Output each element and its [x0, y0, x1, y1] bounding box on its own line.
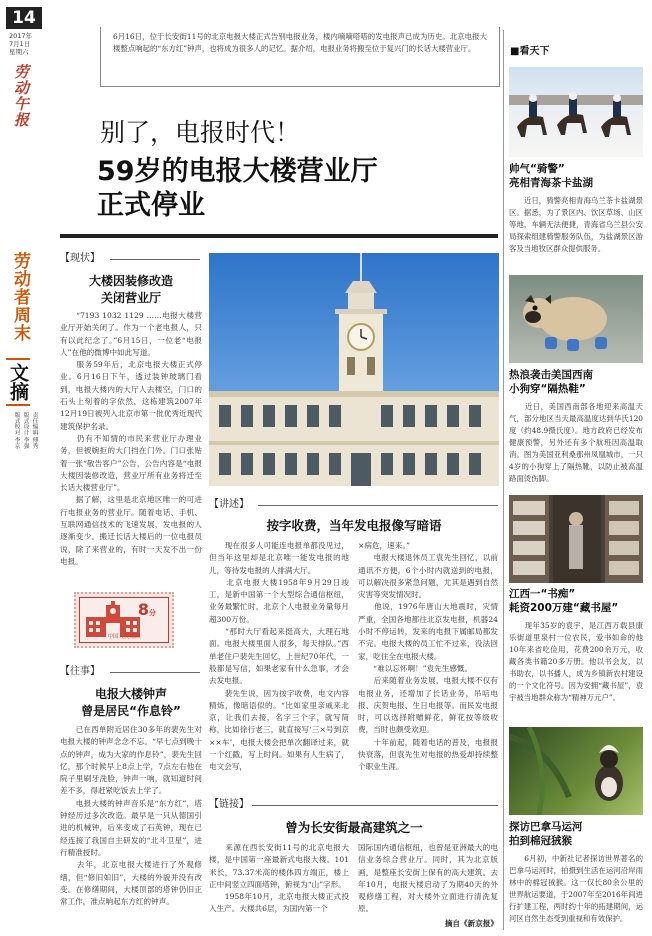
title-sub-2: 正式停业	[97, 190, 205, 221]
right-item-body-2: 近日，美国西南部各地迎来高温天气，部分地区当天最高温度达到华氏120度（约48.9摄氏度）。地方政府已经发布健康预警，另外还有多个航班因高温取消。图为美国亚利桑那州凤凰城市，一只4岁的小狗穿上了隔热靴，以防止被高温路面烫伤脚。	[509, 402, 643, 483]
right-item-title-2b: 小狗穿“隔热鞋”	[509, 383, 586, 395]
section-tag-xianzhuang: 【现状】	[60, 252, 200, 265]
section-tag-label: 讲述	[219, 499, 239, 510]
mounted-police-icon	[509, 67, 643, 157]
headline-xianzhuang-1: 大楼因装修改造	[88, 274, 173, 288]
section-title: 文摘	[6, 358, 30, 406]
clock-tower-icon	[209, 253, 499, 486]
page-number: 14	[6, 7, 42, 29]
stamp-value	[138, 601, 156, 622]
section-tag-wangshi: 【往事】	[60, 665, 200, 678]
right-item-title-3a: 江西一“书痴”	[509, 588, 576, 600]
monkey-photo	[509, 727, 643, 815]
headline-lianjie: 曾为长安街最高建筑之一	[285, 820, 423, 835]
article-jiangshu-col2: ×病危，速来。” 电报大楼退休员工袁先生回忆，以前通讯不方便，6个小时内就送到的电报，可以解决很多紧急问题，尤其是遇到自然灾害等突发情况时。 他说，1976年唐山大地震时，灾情严重，全国各地都往北京发电报，机器24小时不停运转，发来的电报下属邮局都发不完。电报大楼的员工忙不过来，没法回家，吃住全在电报大楼。 “难以忘怀啊！”袁先生感慨。 后来随着业务发展，电报大楼不仅有电报业务，还增加了长话业务，吊唁电报、庆贺电报、生日电报等。而民发电报时，可以选择附赠鲜花，鲜花按等级收费，当时也颇受欢迎。 十年前起，随着电话的普及，电报报快衰落，但袁先生对电报的热爱却持续整个职业生涯。	[358, 541, 498, 772]
dog-icon	[509, 275, 643, 363]
right-item-title-1a: 帅气“骑警”	[509, 163, 565, 175]
editor-name: 李强	[22, 437, 28, 449]
editor-label: 版式设计	[22, 412, 28, 436]
editor-credit	[21, 412, 28, 472]
headline-wangshi-2: 曾是居民“作息铃”	[81, 704, 181, 718]
article-xianzhuang: “7193 1032 1129 ……电报大楼营业厅开始关闭了。作为一个老电报人，只有以此纪念了。”6月15日，一位老“电报人”在他的微博中如此写道。 服务59年后，北京电报大楼正式停业。6月16日下午，透过装钟玻璃门看到，电报大楼内的大厅人去楼空，门口的石头上刻着的字依然，这栋建筑2007年12月19日被列入北京市第一批优秀近现代建筑保护名录。 仍有不知情的市民来营业厅办理业务，但被婉拒的大门挡在门外。门口张贴着一张“敬告客户”公告，公告内容是“电报大楼因装修改造，营业厅所有业务将迁至长话大楼营业厅”。 据了解，这里是北京地区唯一的可进行电报业务的营业厅。随着电话、手机、互联网通信技术的飞速发展，发电报的人逐渐变少。搬迁长话大楼后的一位电报员说，除了来营业的，有时一天发不出一份电报。	[60, 311, 202, 566]
telegraph-building-photo	[209, 253, 499, 486]
right-item-title-3b: 耗资200万建“藏书屋”	[509, 602, 619, 614]
issue-weekday: 星期六	[9, 48, 29, 56]
dog-photo	[509, 275, 643, 363]
article-lianjie-col1: 来源在西长安街11号的北京电报大楼，是中国第一座最新式电报大楼。101米长，73.37米高的楼体四方端正，楼上正中间竖立四面塔钟，俯视为“山”字形。 1958年10月，北京电报大楼正式投入生产。大楼共6层，为国内第一个	[209, 843, 349, 914]
right-item-title-2a: 热浪袭击美国西南	[509, 369, 593, 381]
tamarin-icon	[509, 727, 643, 815]
supplement-title: 劳动者周末	[10, 252, 30, 342]
section-tag-jiangshu: 【讲述】	[209, 498, 499, 511]
issue-date	[9, 32, 43, 56]
stamp-value-number: 8	[137, 600, 149, 619]
article-source: 摘自《新京报》	[444, 919, 498, 928]
section-tag-lianjie: 【链接】	[209, 798, 499, 811]
stamp-image	[74, 592, 174, 648]
lead-intro-box	[100, 27, 500, 87]
editor-credits	[12, 412, 37, 472]
editor-name: 李京	[13, 437, 19, 449]
section-tag-label: 往事	[70, 666, 90, 677]
bookshelf-icon	[509, 495, 643, 583]
stamp-inner	[79, 597, 169, 643]
issue-day: 7月1日	[9, 40, 31, 48]
article-lianjie-col2: 国际国内通信枢纽，也曾是亚洲最大的电信业务综合营业厅。同时，其为北京版画，是整座长安街上保有的高大建筑。去年10月，电报大楼启动了为期40天的外观修缮工程，对大楼外立面进行清洗复原。	[358, 843, 498, 914]
section-rule	[258, 505, 498, 506]
editor-label: 版式校对	[13, 412, 19, 436]
newspaper-logo: 劳动午报	[12, 64, 30, 128]
section-tag-label: 现状	[70, 253, 90, 264]
stamp-value-unit: 分	[149, 609, 156, 617]
right-item-title-1b: 亮相青海茶卡盐湖	[509, 177, 593, 189]
right-item-title-4a: 探访巴拿马运河	[509, 821, 583, 833]
lead-intro: 6月16日，位于长安街11号的北京电报大楼正式告别电报业务，楼内嘀嘀嗒嗒的发电报声已成为历史。北京电报大楼整点响起的“东方红”钟声，也将成为很多人的记忆。据介绍，电报业务将搬至位于复兴门的长话大楼营业厅。	[113, 32, 487, 54]
editor-label: 责任编辑	[31, 412, 37, 436]
headline-jiangshu: 按字收费，当年发电报像写暗语	[266, 518, 442, 533]
column-divider	[503, 30, 504, 930]
section-rule	[110, 672, 200, 673]
bookshelf-photo	[509, 495, 643, 583]
horse-police-photo	[509, 67, 643, 157]
right-item-body-1: 近日，骑警亮相青海乌兰茶卡盐湖景区。据悉，为了景区内、饮区草场、山区等地，车辆无法便捷，青海省乌兰县公安局探索组建骑警服务队伍，为盐湖景区游客及当地牧区群众提供服务。	[509, 196, 643, 253]
title-main: 别了，电报时代！	[100, 118, 301, 147]
editor-name: 傅秀	[31, 437, 37, 449]
right-column-header: ■看天下	[510, 46, 550, 57]
divider	[60, 234, 498, 238]
section-tag-label: 链接	[219, 799, 239, 810]
issue-year: 2017年	[9, 32, 33, 40]
editor-credit	[12, 412, 19, 472]
right-item-body-4: 6月初，中新社记者探访世界著名的巴拿马运河时，拍摄到生活在运河沿岸雨林中的棉冠狨猴。这一仅长80余公里的世界航运要道，于2007年至2016年间进行扩建工程，两时约十年的拓建期间，运河区自然生态受到重视和有效保护。	[509, 854, 643, 923]
editor-credit	[30, 412, 37, 472]
title-sub-1: 59岁的电报大楼营业厅	[97, 156, 378, 187]
article-jiangshu-col1: 现在很多人可能连电报单都没见过，但当年这里却是北京唯一能发电报的地儿，等待发电报的人排满大厅。 北京电报大楼1958年9月29日竣工，是新中国第一个大型综合通信枢纽，业务最繁忙时，北京个人电报业务量每月超300万份。 “那时大厅看起来挺高大，大理石地面。电报大楼里面人很多，每天排队。”西单老住户裴先生回忆，上世纪70年代，一般都是写信，如果老家有什么急事，才会去发电报。 裴先生说，因为按字收费，电文内容精炼，像暗语似的。“比如家里亲戚来北京，让我们去接，名字三个字，就写简称，比如徐行老三，就直接写‘三×号到京××车’，电报大楼会把单次翻译过来，就一个红戳，写上时间。如果有人生病了，电文会写，	[209, 541, 349, 772]
article-wangshi: 已在西单附近居住30多年的裴先生对电报大楼的钟声念念不忘。“早七点到晚十点的钟声，成为大家的作息铃”，裴先生回忆，那个时候早上8点上学，7点左右他在院子里刷牙洗脸，钟声一响，就知道时间差不多，得赶紧吃饭去上学了。 电报大楼的钟声音乐是“东方红”，塔钟经历过多次改造。最早是一只从德国引进的机械钟，后来变成了石英钟，现在已经连接了我国自主研发的“北斗卫星”，进行精准授时。 去年，北京电报大楼进行了外观修缮，但“修旧如旧”，大楼的外貌并没有改变。在修缮期间，大楼顶部的塔钟仍旧正常工作，准点响起东方红的钟声。	[60, 725, 202, 907]
section-rule	[110, 259, 200, 260]
right-item-body-3: 现年35岁的袁宇，是江西万载县康乐街道里泉村一位农民，爱书如命的他10年来省吃俭用，花费200余万元，收藏各类书籍20多万册。他以书会友，以书助农，以书播人，成为乡镇新农村建设的一个文化符号。因为安拥“藏书屋”，袁宇被当地群众称为“精神万元户”。	[509, 621, 643, 702]
stamp-label: 中国人民邮政	[107, 634, 141, 640]
section-rule	[252, 805, 498, 806]
right-item-title-4b: 拍到棉冠狨猴	[509, 835, 572, 847]
headline-xianzhuang-2: 关闭营业厅	[100, 291, 161, 305]
headline-wangshi-1: 电报大楼钟声	[94, 687, 167, 701]
